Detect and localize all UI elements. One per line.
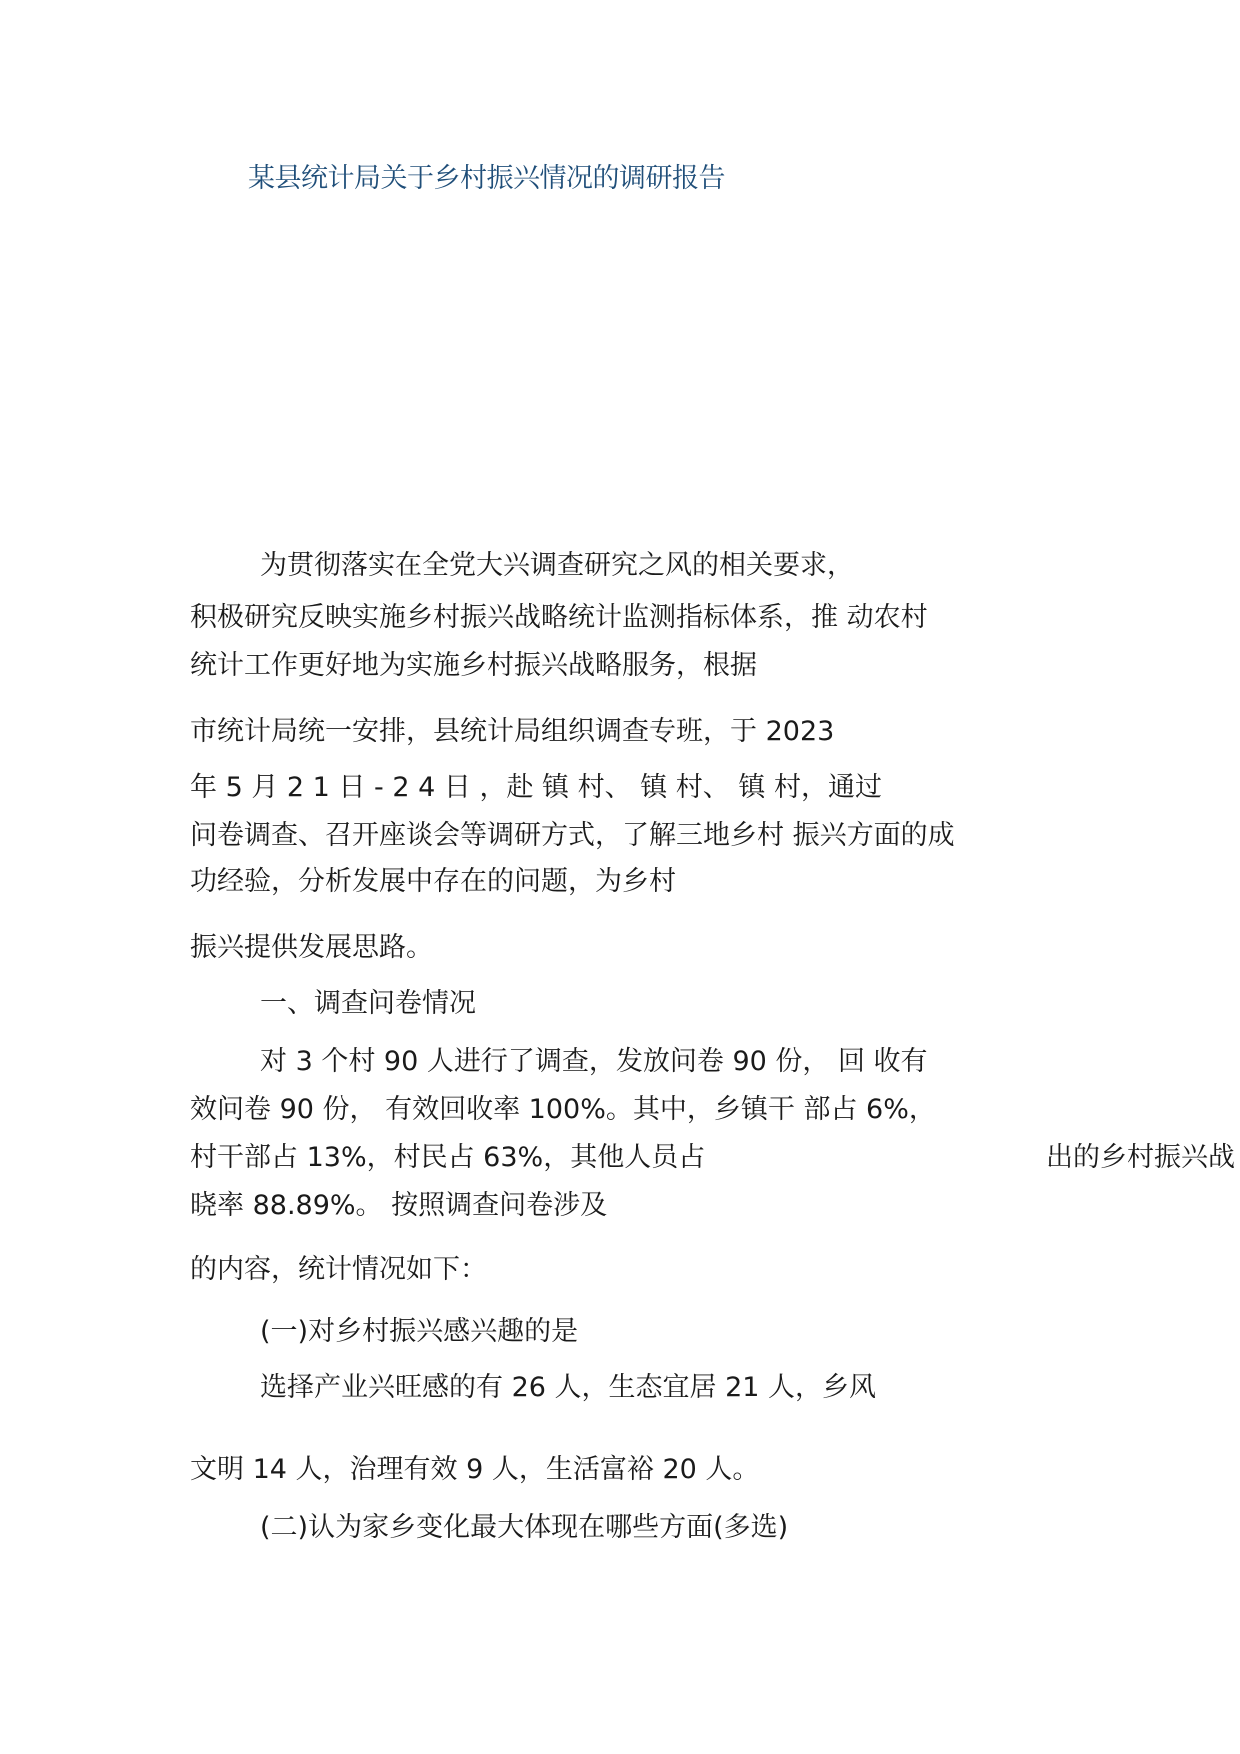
section-heading: 一、调查问卷情况 — [260, 988, 476, 1019]
paragraph-line: 年 5 月 2 1 日 - 2 4 日 ，赴 镇 村、 镇 村、 镇 村，通过 — [190, 772, 882, 803]
paragraph-line: 统计工作更好地为实施乡村振兴战略服务，根据 — [190, 650, 757, 681]
paragraph-line: 对 3 个村 90 人进行了调查，发放问卷 90 份， 回 收有 — [260, 1046, 928, 1077]
paragraph-line: 选择产业兴旺感的有 26 人，生态宜居 21 人，乡风 — [260, 1372, 877, 1403]
paragraph-line: 文明 14 人，治理有效 9 人，生活富裕 20 人。 — [190, 1454, 760, 1485]
paragraph-line: 市统计局统一安排，县统计局组织调查专班，于 2023 — [190, 716, 835, 747]
paragraph-line: 村干部占 13%，村民占 63%，其他人员占 — [190, 1142, 706, 1173]
paragraph-line: 问卷调查、召开座谈会等调研方式，了解三地乡村 振兴方面的成 — [190, 820, 955, 851]
paragraph-line: 的内容，统计情况如下： — [190, 1254, 487, 1285]
paragraph-line: 功经验，分析发展中存在的问题，为乡村 — [190, 866, 676, 897]
paragraph-line: 积极研究反映实施乡村振兴战略统计监测指标体系，推 动农村 — [190, 602, 928, 633]
subsection-heading: (二)认为家乡变化最大体现在哪些方面(多选) — [260, 1512, 789, 1543]
paragraph-line: 振兴提供发展思路。 — [190, 932, 433, 963]
subsection-heading: (一)对乡村振兴感兴趣的是 — [260, 1316, 579, 1347]
paragraph-line: 为贯彻落实在全党大兴调查研究之风的相关要求， — [260, 550, 854, 581]
document-title: 某县统计局关于乡村振兴情况的调研报告 — [248, 163, 725, 194]
paragraph-line-fragment: 出的乡村振兴战 — [1046, 1142, 1235, 1173]
paragraph-line: 效问卷 90 份， 有效回收率 100%。其中，乡镇干 部占 6%， — [190, 1094, 936, 1125]
paragraph-line: 晓率 88.89%。 按照调查问卷涉及 — [190, 1190, 608, 1221]
